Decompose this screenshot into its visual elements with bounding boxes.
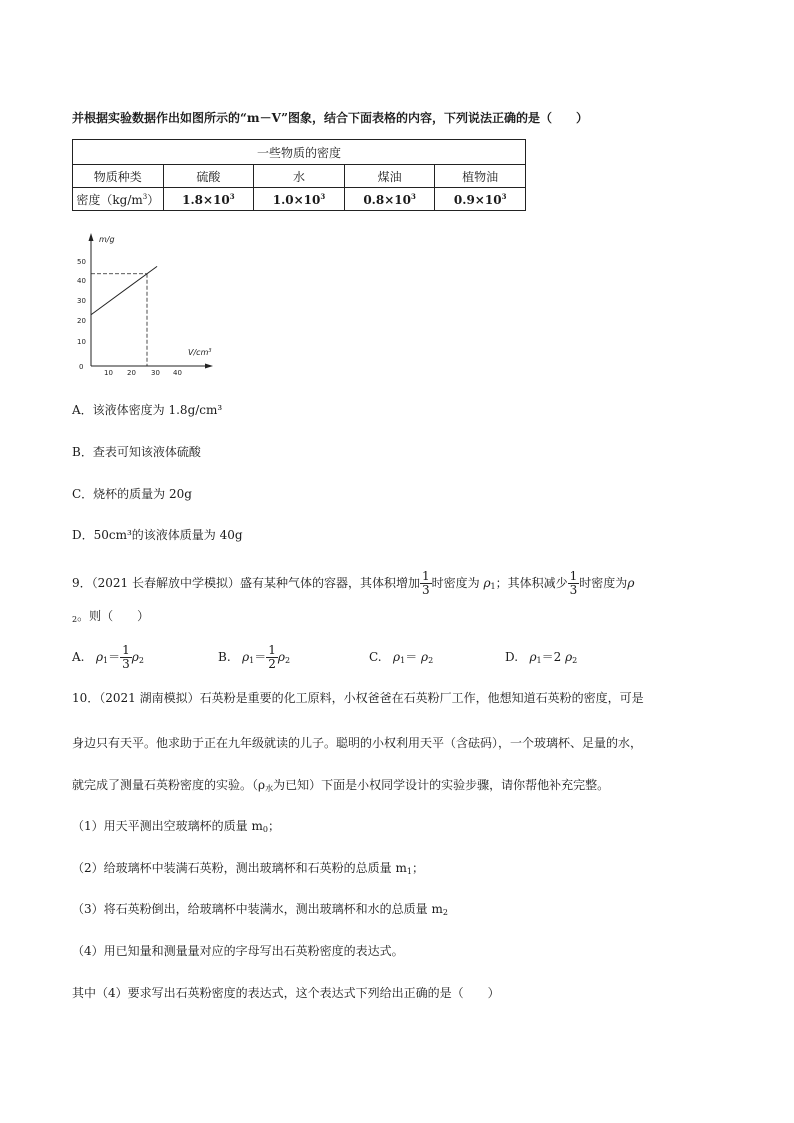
q9-option-c[interactable]: C. $\rho_1= \rho_2$	[369, 650, 434, 665]
step-1: （1）用天平测出空玻璃杯的质量 $m_0$；	[72, 819, 280, 834]
y-axis-label: m/g	[99, 235, 115, 244]
fraction: $\frac{1}{2}$	[268, 643, 276, 671]
y-tick-label: 40	[77, 277, 86, 285]
table-cell: $1.8\times 10^3$	[163, 188, 254, 211]
question-9-line2: $_2$。则（ ）	[72, 609, 150, 624]
fraction: $\frac{1}{3}$	[569, 569, 578, 597]
table-row	[73, 188, 526, 211]
x-tick-label: 40	[173, 369, 182, 377]
table-cell: 水	[254, 165, 345, 188]
table-cell: 硫酸	[163, 165, 254, 188]
table-cell: 植物油	[435, 165, 526, 188]
question-intro: 并根据实验数据作出如图所示的“m－V”图象，结合下面表格的内容，下列说法正确的是（ ）	[72, 111, 589, 125]
step-2: （2）给玻璃杯中装满石英粉，测出玻璃杯和石英粉的总质量 $m_1$；	[72, 861, 424, 876]
table-cell: $0.8\times 10^3$	[344, 188, 435, 211]
x-axis-arrow	[205, 364, 213, 369]
option-a[interactable]: A．该液体密度为 1.8g/cm³	[72, 403, 223, 417]
fraction: $\frac{1}{3}$	[122, 643, 130, 671]
table-row	[73, 165, 526, 188]
q9-option-a[interactable]: A. $\rho_1=$ $\frac{1}{3}$ $\rho_2$	[72, 643, 144, 671]
table-cell: $1.0\times 10^3$	[254, 188, 345, 211]
table-title: 一些物质的密度	[73, 140, 526, 165]
y-tick-label: 30	[77, 297, 86, 305]
step-4: （4）用已知量和测量量对应的字母写出石英粉密度的表达式。	[72, 944, 404, 958]
step-3: （3）将石英粉倒出，给玻璃杯中装满水，测出玻璃杯和水的总质量 $m_2$	[72, 902, 448, 917]
mv-graph	[70, 228, 230, 378]
question-10-final: 其中（4）要求写出石英粉密度的表达式，这个表达式下列给出正确的是（ ）	[72, 986, 500, 1000]
density-table	[72, 139, 526, 211]
option-c[interactable]: C．烧杯的质量为 20g	[72, 487, 192, 501]
question-9: 9．（2021 长春解放中学模拟）盛有某种气体的容器，其体积增加 $\frac{1}{3}$ 时密度为 $\rho_1$；其体积减少 $\frac{1}{3}$ 时密度为ρ	[72, 569, 635, 597]
x-tick-label: 30	[151, 369, 160, 377]
x-tick-label: 20	[127, 369, 136, 377]
q9-option-b[interactable]: B. $\rho_1=$ $\frac{1}{2}$ $\rho_2$	[218, 643, 291, 671]
table-row-header: 密度$(kg/m^3)$	[73, 188, 164, 211]
y-tick-label: 50	[77, 258, 86, 266]
table-cell: $0.9\times 10^3$	[435, 188, 526, 211]
y-tick-label: 20	[77, 317, 86, 325]
question-10-line3: 就完成了测量石英粉密度的实验。（$\rho_水$为已知）下面是小权同学设计的实验步骤，请你帮他补充完整。	[72, 778, 610, 793]
table-row-header: 物质种类	[73, 165, 164, 188]
table-cell: 煤油	[344, 165, 435, 188]
option-b[interactable]: B．查表可知该液体硫酸	[72, 445, 201, 459]
y-tick-label: 10	[77, 338, 86, 346]
x-tick-label: 10	[104, 369, 113, 377]
option-d[interactable]: D．50cm³的该液体质量为 40g	[72, 528, 243, 542]
question-10-line2: 身边只有天平。他求助于正在九年级就读的儿子。聪明的小权利用天平（含砝码），一个玻璃杯、足量的水，	[72, 736, 643, 750]
y-axis-arrow	[89, 233, 94, 241]
q9-option-d[interactable]: D. $\rho_1=2$ $\rho_2$	[505, 650, 578, 665]
question-10-line1: 10．（2021 湖南模拟）石英粉是重要的化工原料，小权爸爸在石英粉厂工作，他想知道石英粉的密度，可是	[72, 691, 644, 705]
x-axis-label: $V/cm^3$	[188, 348, 212, 357]
fraction: $\frac{1}{3}$	[422, 569, 430, 597]
origin-label: 0	[79, 363, 84, 371]
